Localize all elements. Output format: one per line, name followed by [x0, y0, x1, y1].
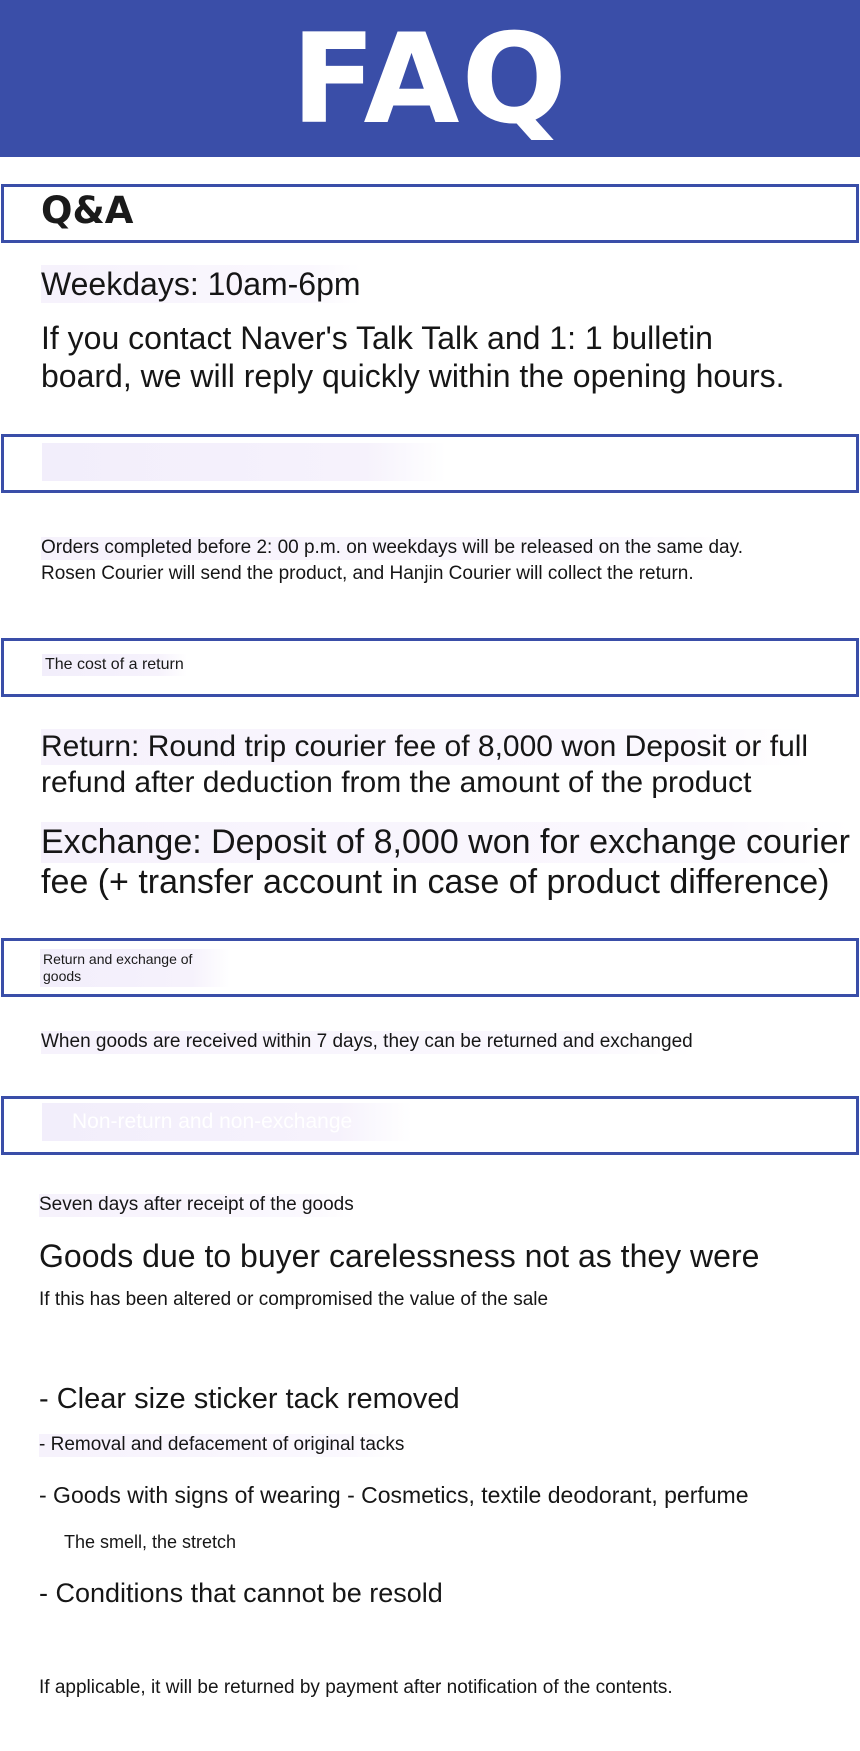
section-title-return-exchange-line2: goods — [43, 967, 82, 984]
shipping-info-line1: Orders completed before 2: 00 p.m. on weekdays will be released on the same day. — [41, 537, 743, 558]
section-bar-return-cost — [1, 638, 859, 697]
exchange-fee-line2: fee (+ transfer account in case of product difference) — [41, 863, 830, 901]
return-notice-footer: If applicable, it will be returned by payment after notification of the contents. — [39, 1677, 673, 1698]
seven-days-rule: Seven days after receipt of the goods — [39, 1194, 354, 1215]
section-title-non-return: Non-return and non-exchange — [42, 1103, 412, 1141]
section-bar-non-return — [1, 1096, 859, 1155]
faq-header — [0, 0, 860, 157]
section-bar-shipping — [1, 434, 859, 493]
section-title-return-exchange — [40, 949, 230, 987]
buyer-carelessness-rule: Goods due to buyer carelessness not as they were — [39, 1238, 760, 1274]
section-title-return-cost: The cost of a return — [42, 654, 187, 676]
list-item-size-sticker: - Clear size sticker tack removed — [39, 1383, 460, 1415]
section-bar-return-exchange — [1, 938, 859, 997]
return-fee-line2: refund after deduction from the amount of the product — [41, 766, 752, 799]
value-compromised-rule: If this has been altered or compromised the value of the sale — [39, 1289, 549, 1310]
list-item-original-tacks: - Removal and defacement of original tacks — [39, 1434, 405, 1455]
section-title-qa: Q&A — [41, 189, 134, 232]
return-exchange-policy: When goods are received within 7 days, they can be returned and exchanged — [41, 1031, 693, 1052]
list-item-cannot-resell: - Conditions that cannot be resold — [39, 1578, 443, 1608]
page-title: FAQ — [291, 7, 569, 152]
shipping-info-line2: Rosen Courier will send the product, and Hanjin Courier will collect the return. — [41, 563, 694, 584]
section-title-return-exchange-line1: Return and exchange of — [43, 951, 193, 967]
contact-info-line1: If you contact Naver's Talk Talk and 1: 1 bulletin — [41, 320, 713, 356]
section-bar-qa — [1, 184, 859, 243]
section-title-shipping — [42, 443, 446, 481]
exchange-fee-line1: Exchange: Deposit of 8,000 won for exchange courier — [41, 823, 850, 861]
list-item-signs-of-wearing-detail: The smell, the stretch — [64, 1532, 237, 1552]
list-item-signs-of-wearing: - Goods with signs of wearing - Cosmetics, textile deodorant, perfume — [39, 1482, 749, 1508]
return-fee-line1: Return: Round trip courier fee of 8,000 won Deposit or full — [41, 730, 809, 763]
contact-info-line2: board, we will reply quickly within the opening hours. — [41, 358, 785, 394]
business-hours: Weekdays: 10am-6pm — [41, 266, 361, 302]
